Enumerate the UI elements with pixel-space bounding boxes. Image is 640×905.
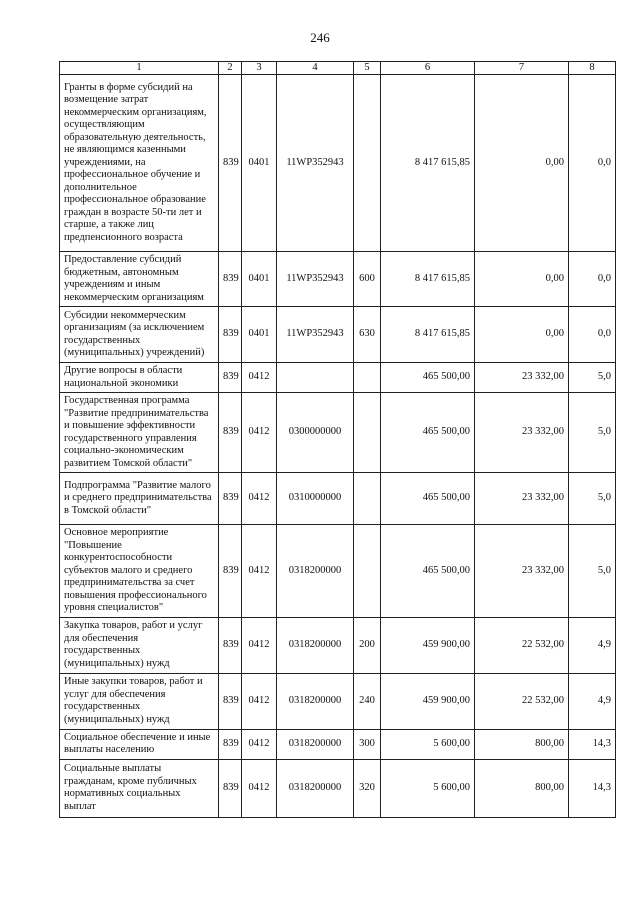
section-code-cell: 0401: [242, 307, 277, 363]
admin-code-cell: 839: [219, 525, 242, 618]
planned-amount-cell: 8 417 615,85: [381, 252, 475, 307]
target-article-cell: 0318200000: [277, 525, 354, 618]
admin-code-cell: 839: [219, 617, 242, 673]
expense-name-cell: Предоставление субсидий бюджетным, автономным учреждениям и иным некоммерческим организациям: [60, 252, 219, 307]
planned-amount-cell: 5 600,00: [381, 759, 475, 817]
table-row: [60, 759, 616, 817]
section-code-cell: 0412: [242, 473, 277, 525]
column-header: 4: [277, 62, 354, 75]
executed-amount-cell: 23 332,00: [475, 473, 569, 525]
execution-percent-cell: 14,3: [569, 759, 616, 817]
admin-code-cell: 839: [219, 252, 242, 307]
target-article-cell: 11WP352943: [277, 307, 354, 363]
column-header: 8: [569, 62, 616, 75]
target-article-cell: 0318200000: [277, 729, 354, 759]
table-row: [60, 307, 616, 363]
page-number: 246: [310, 30, 330, 45]
expense-type-cell: 200: [354, 617, 381, 673]
expense-type-cell: [354, 473, 381, 525]
admin-code-cell: 839: [219, 673, 242, 729]
column-header: 6: [381, 62, 475, 75]
planned-amount-cell: 8 417 615,85: [381, 75, 475, 252]
column-header: 7: [475, 62, 569, 75]
planned-amount-cell: 465 500,00: [381, 525, 475, 618]
expense-name-cell: Социальные выплаты гражданам, кроме публичных нормативных социальных выплат: [60, 759, 219, 817]
section-code-cell: 0412: [242, 363, 277, 393]
column-number-header-row: [60, 62, 616, 75]
target-article-cell: 0318200000: [277, 759, 354, 817]
planned-amount-cell: 465 500,00: [381, 363, 475, 393]
execution-percent-cell: 0,0: [569, 75, 616, 252]
admin-code-cell: 839: [219, 75, 242, 252]
planned-amount-cell: 459 900,00: [381, 673, 475, 729]
execution-percent-cell: 5,0: [569, 363, 616, 393]
expense-type-cell: 600: [354, 252, 381, 307]
table-row: [60, 393, 616, 473]
admin-code-cell: 839: [219, 473, 242, 525]
admin-code-cell: 839: [219, 729, 242, 759]
table-row: [60, 673, 616, 729]
expense-type-cell: 630: [354, 307, 381, 363]
table-row: [60, 617, 616, 673]
executed-amount-cell: 800,00: [475, 729, 569, 759]
section-code-cell: 0412: [242, 759, 277, 817]
column-header: 3: [242, 62, 277, 75]
execution-percent-cell: 0,0: [569, 307, 616, 363]
section-code-cell: 0412: [242, 393, 277, 473]
planned-amount-cell: 459 900,00: [381, 617, 475, 673]
expense-name-cell: Закупка товаров, работ и услуг для обеспечения государственных (муниципальных) нужд: [60, 617, 219, 673]
execution-percent-cell: 4,9: [569, 617, 616, 673]
expense-name-cell: Подпрограмма "Развитие малого и среднего предпринимательства в Томской области": [60, 473, 219, 525]
planned-amount-cell: 8 417 615,85: [381, 307, 475, 363]
table-row: [60, 75, 616, 252]
budget-table: [59, 61, 616, 818]
expense-type-cell: 300: [354, 729, 381, 759]
executed-amount-cell: 0,00: [475, 307, 569, 363]
execution-percent-cell: 5,0: [569, 473, 616, 525]
target-article-cell: 11WP352943: [277, 75, 354, 252]
expense-type-cell: 320: [354, 759, 381, 817]
target-article-cell: 0318200000: [277, 617, 354, 673]
planned-amount-cell: 465 500,00: [381, 473, 475, 525]
expense-type-cell: [354, 363, 381, 393]
executed-amount-cell: 23 332,00: [475, 525, 569, 618]
table-row: [60, 525, 616, 618]
section-code-cell: 0401: [242, 75, 277, 252]
admin-code-cell: 839: [219, 307, 242, 363]
executed-amount-cell: 22 532,00: [475, 617, 569, 673]
execution-percent-cell: 0,0: [569, 252, 616, 307]
executed-amount-cell: 23 332,00: [475, 393, 569, 473]
section-code-cell: 0412: [242, 673, 277, 729]
executed-amount-cell: 22 532,00: [475, 673, 569, 729]
executed-amount-cell: 23 332,00: [475, 363, 569, 393]
executed-amount-cell: 0,00: [475, 75, 569, 252]
execution-percent-cell: 14,3: [569, 729, 616, 759]
expense-name-cell: Иные закупки товаров, работ и услуг для обеспечения государственных (муниципальных) нужд: [60, 673, 219, 729]
table-row: [60, 363, 616, 393]
execution-percent-cell: 5,0: [569, 525, 616, 618]
executed-amount-cell: 0,00: [475, 252, 569, 307]
column-header: 2: [219, 62, 242, 75]
target-article-cell: 0310000000: [277, 473, 354, 525]
section-code-cell: 0412: [242, 729, 277, 759]
expense-type-cell: 240: [354, 673, 381, 729]
expense-name-cell: Другие вопросы в области национальной экономики: [60, 363, 219, 393]
table-row: [60, 473, 616, 525]
admin-code-cell: 839: [219, 393, 242, 473]
target-article-cell: 0318200000: [277, 673, 354, 729]
expense-type-cell: [354, 393, 381, 473]
column-header: 1: [60, 62, 219, 75]
table-row: [60, 252, 616, 307]
section-code-cell: 0412: [242, 525, 277, 618]
target-article-cell: 11WP352943: [277, 252, 354, 307]
planned-amount-cell: 465 500,00: [381, 393, 475, 473]
table-row: [60, 729, 616, 759]
executed-amount-cell: 800,00: [475, 759, 569, 817]
section-code-cell: 0401: [242, 252, 277, 307]
execution-percent-cell: 4,9: [569, 673, 616, 729]
admin-code-cell: 839: [219, 363, 242, 393]
expense-name-cell: Социальное обеспечение и иные выплаты населению: [60, 729, 219, 759]
expense-type-cell: [354, 75, 381, 252]
column-header: 5: [354, 62, 381, 75]
section-code-cell: 0412: [242, 617, 277, 673]
execution-percent-cell: 5,0: [569, 393, 616, 473]
expense-name-cell: Субсидии некоммерческим организациям (за исключением государственных (муниципальных) учреждений): [60, 307, 219, 363]
expense-name-cell: Государственная программа "Развитие предпринимательства и повышение эффективности государственного управления социально-экономическим развитием Томской области": [60, 393, 219, 473]
planned-amount-cell: 5 600,00: [381, 729, 475, 759]
target-article-cell: [277, 363, 354, 393]
expense-name-cell: Гранты в форме субсидий на возмещение затрат некоммерческим организациям, осуществляющим образовательную деятельность, не являющимся казенными учреждениями, на профессиональное обучение и дополнительное профессиональное образование граждан в возрасте 50-ти лет и старше, а также лиц предпенсионного возраста: [60, 75, 219, 252]
expense-type-cell: [354, 525, 381, 618]
target-article-cell: 0300000000: [277, 393, 354, 473]
admin-code-cell: 839: [219, 759, 242, 817]
expense-name-cell: Основное мероприятие "Повышение конкурентоспособности субъектов малого и среднего предпринимательства за счет повышения профессионального уровня специалистов": [60, 525, 219, 618]
